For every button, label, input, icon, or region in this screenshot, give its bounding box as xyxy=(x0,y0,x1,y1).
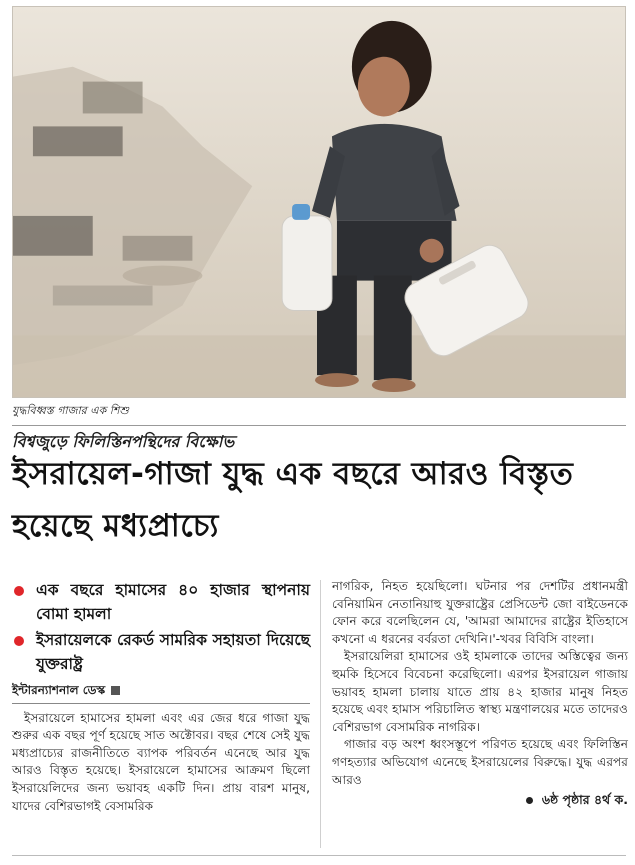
red-bullet-icon xyxy=(14,636,24,646)
left-column xyxy=(12,578,310,815)
child-with-water-jugs-illustration xyxy=(13,7,625,397)
body-paragraph: ইসরায়েলিরা হামাসের ওই হামলাকে তাদের অস্তিত্বের জন্য হুমকি হিসেবে বিবেচনা করেছিলো। এরপর ইসরায়েল গাজায় ভয়াবহ হামলা চালায় যাতে প্রায় ৪২ হাজার মানুষ নিহত হয়েছে এবং হামাস পরিচালিত স্বাস্থ্য মন্ত্রণালয়ের মতে তাদেরও বেশিরভাগ বেসামরিক নাগরিক। xyxy=(332,649,628,734)
red-bullet-icon xyxy=(14,586,24,596)
news-photo xyxy=(12,6,626,398)
highlight-text: ইসরায়েলকে রেকর্ড সামরিক সহায়তা দিয়েছে যুক্তরাষ্ট্র xyxy=(36,631,310,673)
body-paragraph: গাজার বড় অংশ ধ্বংসস্তূপে পরিণত হয়েছে এবং ফিলিস্তিন গণহত্যার অভিযোগ এনেছে ইসরায়েলের বিরুদ্ধে। যুদ্ধ এরপর আরও xyxy=(332,737,628,787)
highlight-text: এক বছরে হামাসের ৪০ হাজার স্থাপনায় বোমা হামলা xyxy=(36,581,310,623)
jump-label: ৬ষ্ঠ পৃষ্ঠার ৪র্থ ক. xyxy=(541,792,628,808)
right-column xyxy=(332,578,628,809)
column-divider xyxy=(320,580,321,848)
bottom-rule xyxy=(12,855,626,856)
highlight-item xyxy=(12,578,310,626)
continued-on-page xyxy=(332,791,628,809)
photo-caption: যুদ্ধবিধ্বস্ত গাজার এক শিশু xyxy=(12,404,129,417)
headline: ইসরায়েল-গাজা যুদ্ধ এক বছরে আরও বিস্তৃত হয়েছে মধ্যপ্রাচ্যে xyxy=(12,456,574,544)
highlight-item xyxy=(12,628,310,676)
desk-label: ইন্টারন্যাশনাল ডেস্ক xyxy=(12,683,106,697)
kicker: বিশ্বজুড়ে ফিলিস্তিনপন্থিদের বিক্ষোভ xyxy=(12,425,626,456)
byline xyxy=(12,682,310,704)
body-paragraph: ইসরায়েলে হামাসের হামলা এবং এর জের ধরে গাজা যুদ্ধ শুরুর এক বছর পূর্ণ হয়েছে সাত অক্টোবর। বছর শেষে সেই যুদ্ধ মধ্যপ্রাচ্যের রাজনীতিতে ব্যাপক পরিবর্তন এনেছে আর যুদ্ধ আরও বিস্তৃত হয়েছে। ইসরায়েলে হামাসের আক্রমণ ছিলো ইসরায়েলিদের জন্য ভয়াবহ একটি দিন। প্রায় বারশ মানুষ, যাদের বেশিরভাগই বেসামরিক xyxy=(12,710,310,813)
body-paragraph: নাগরিক, নিহত হয়েছিলো। ঘটনার পর দেশটির প্রধানমন্ত্রী বেনিয়ামিন নেতানিয়াহু যুক্তরাষ্ট্রের প্রেসিডেন্ট জো বাইডেনকে ফোন করে বলেছিলেন যে, 'আমরা আমাদের রাষ্ট্রের ইতিহাসে কখনো এ ধরনের বর্বরতা দেখিনি।'-খবর বিবিসি বাংলা। xyxy=(332,579,628,646)
bullet-marker-icon xyxy=(526,797,533,804)
highlights-list xyxy=(12,578,310,676)
square-marker-icon xyxy=(111,686,120,695)
